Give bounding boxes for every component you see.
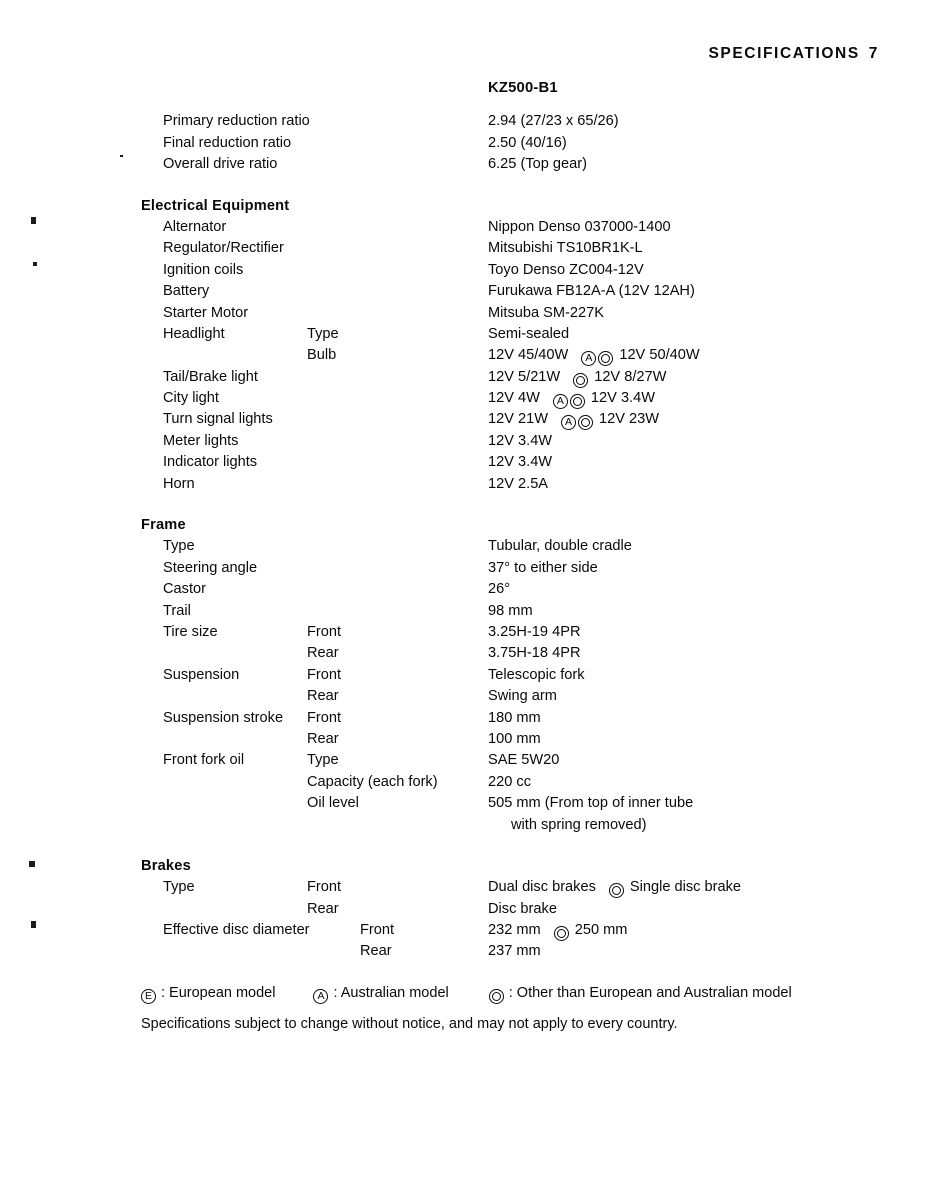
spec-value-cell: [511, 817, 646, 833]
spec-value-cell: [488, 433, 552, 449]
legend-item: [141, 985, 275, 1004]
section-heading: Frame: [141, 517, 186, 534]
other-model-icon: [489, 989, 504, 1004]
other-model-icon: [554, 926, 569, 941]
spec-value-cell: [488, 624, 580, 640]
spec-value-cell: [488, 240, 643, 256]
spec-label: Final reduction ratio: [163, 134, 292, 151]
spec-row: [0, 538, 941, 559]
spec-value-cell: [488, 454, 552, 470]
section-heading-row: [0, 517, 941, 538]
spec-value: 26°: [488, 581, 511, 598]
spec-row: [0, 710, 941, 731]
scan-speckle: [31, 217, 36, 224]
spec-value-cell: [488, 795, 693, 811]
spec-value-cell: [488, 667, 585, 683]
spec-value-cell: [488, 581, 510, 597]
spec-value-cell: [488, 943, 541, 959]
european-model-icon: E: [141, 989, 156, 1004]
section-heading-row: [0, 198, 941, 219]
spec-label: Overall drive ratio: [163, 156, 278, 173]
spec-label: Front fork oil: [163, 752, 245, 769]
model-heading: KZ500-B1: [488, 80, 558, 96]
spec-row: [0, 305, 941, 326]
spec-row: [0, 326, 941, 347]
spec-value: Mitsuba SM-227K: [488, 304, 604, 321]
spec-label: Steering angle: [163, 559, 258, 576]
spec-value-cell: [488, 305, 604, 321]
spec-label: Castor: [163, 581, 206, 598]
spec-row: [0, 752, 941, 773]
spec-row: [0, 454, 941, 475]
spec-value: Toyo Denso ZC004-12V: [488, 261, 644, 278]
spec-label: City light: [163, 390, 219, 407]
spec-value: 2.50 (40/16): [488, 134, 567, 151]
scan-speckle: [33, 262, 37, 266]
scan-speckle: [31, 921, 36, 928]
spec-value-cell: [488, 731, 541, 747]
spec-value-cell: [488, 710, 541, 726]
australian-model-icon: A: [553, 394, 568, 409]
spec-value-cell: [488, 901, 557, 917]
spec-label: Meter lights: [163, 432, 239, 449]
spec-label: Suspension: [163, 666, 240, 683]
spec-sublabel: Rear: [360, 943, 392, 960]
scan-speckle: [29, 861, 35, 867]
spec-label: Trail: [163, 602, 191, 619]
spec-value-cell: [488, 688, 557, 704]
spec-row: [0, 581, 941, 602]
spec-label: Indicator lights: [163, 454, 258, 471]
spec-label: Horn: [163, 475, 195, 492]
spec-row: [0, 560, 941, 581]
spec-value: Swing arm: [488, 688, 557, 705]
spec-row: [0, 240, 941, 261]
spec-sublabel: Oil level: [307, 795, 359, 812]
spec-value: 3.75H-18 4PR: [488, 645, 581, 662]
spec-row: [0, 688, 941, 709]
spec-value-cell: [488, 774, 531, 790]
spec-row: [0, 476, 941, 497]
spec-value-cell: [488, 560, 598, 576]
spec-row: [0, 603, 941, 624]
spec-sublabel: Bulb: [307, 347, 337, 364]
section-heading: Brakes: [141, 857, 191, 874]
spec-value-cell: [488, 347, 700, 366]
other-model-icon: [570, 394, 585, 409]
spec-row: [0, 156, 941, 177]
spec-value: 12V 3.4W: [488, 454, 553, 471]
spec-row: [0, 879, 941, 900]
spec-sublabel: Capacity (each fork): [307, 773, 438, 790]
spec-value: 12V 3.4W: [488, 432, 553, 449]
spec-row: [0, 135, 941, 156]
spec-value-cell: [488, 879, 741, 898]
spec-value: Furukawa FB12A-A (12V 12AH): [488, 283, 695, 300]
spec-value-cell: [488, 476, 548, 492]
page-header-title: SPECIFICATIONS: [708, 45, 860, 62]
spec-value-cell: [488, 156, 587, 172]
spec-value: 12V 21W: [488, 411, 549, 428]
spec-label: Headlight: [163, 325, 225, 342]
spec-value-cell: [488, 752, 559, 768]
spec-value: 6.25 (Top gear): [488, 156, 587, 173]
spec-row: [0, 347, 941, 368]
spec-sublabel: Front: [307, 709, 342, 726]
spec-value: 220 cc: [488, 773, 531, 790]
legend-label: : Australian model: [333, 985, 449, 1001]
spec-alt-value: 250 mm: [574, 922, 628, 939]
spec-row: [0, 113, 941, 134]
other-model-icon: [578, 415, 593, 430]
spec-value: Dual disc brakes: [488, 879, 596, 896]
spec-row: [0, 901, 941, 922]
spec-value-cell: [488, 326, 569, 342]
spec-row: [0, 817, 941, 838]
spec-alt-value: 12V 3.4W: [590, 390, 656, 407]
spec-label: Ignition coils: [163, 261, 244, 278]
spec-label: Regulator/Rectifier: [163, 240, 284, 257]
spec-value-cell: [488, 390, 655, 409]
spec-alt-value: 12V 50/40W: [619, 347, 700, 364]
spec-row: [0, 411, 941, 432]
australian-model-icon: A: [561, 415, 576, 430]
spec-value: 12V 4W: [488, 390, 540, 407]
other-model-icon: [609, 883, 624, 898]
model-heading-row: [0, 80, 941, 101]
spec-value-cell: [488, 219, 671, 235]
legend-label: : European model: [161, 985, 276, 1001]
spec-value-cell: [488, 369, 666, 388]
legend-label: : Other than European and Australian model: [508, 985, 792, 1001]
spec-value: 12V 5/21W: [488, 368, 561, 385]
spec-sublabel: Front: [307, 666, 342, 683]
spacer: [0, 838, 941, 858]
spec-value-cell: [488, 922, 627, 941]
spec-row: [0, 943, 941, 964]
spec-row: [0, 795, 941, 816]
spec-value: 37° to either side: [488, 559, 598, 576]
spec-label: Effective disc diameter: [163, 922, 310, 939]
spec-label: Suspension stroke: [163, 709, 284, 726]
spec-label: Type: [163, 538, 195, 555]
other-model-icon: [598, 351, 613, 366]
spec-row: [0, 774, 941, 795]
spec-label: Battery: [163, 283, 210, 300]
spacer: [0, 178, 941, 198]
spec-label: Tail/Brake light: [163, 368, 258, 385]
spec-value: with spring removed): [511, 816, 647, 833]
spec-sublabel: Front: [360, 922, 395, 939]
spacer: [0, 101, 941, 113]
spec-value: Nippon Denso 037000-1400: [488, 218, 671, 235]
spec-row: [0, 283, 941, 304]
spec-alt-value: 12V 23W: [599, 411, 660, 428]
spec-label: Type: [163, 879, 195, 896]
spec-row: [0, 219, 941, 240]
spec-label: Tire size: [163, 623, 218, 640]
spec-value-cell: [488, 538, 632, 554]
spec-row: [0, 433, 941, 454]
spec-sublabel: Front: [307, 623, 342, 640]
spec-value: 98 mm: [488, 602, 533, 619]
spec-label: Alternator: [163, 218, 227, 235]
specifications-table: [0, 80, 941, 965]
disclaimer-text: Specifications subject to change without notice, and may not apply to every country.: [141, 1016, 678, 1032]
spec-sublabel: Rear: [307, 900, 339, 917]
spec-value-cell: [488, 113, 619, 129]
spec-value: 12V 2.5A: [488, 475, 549, 492]
spec-value: Tubular, double cradle: [488, 538, 632, 555]
spec-value: 232 mm: [488, 922, 541, 939]
spec-value: SAE 5W20: [488, 752, 560, 769]
spec-value-cell: [488, 645, 580, 661]
spec-label: Starter Motor: [163, 304, 249, 321]
spec-value-cell: [488, 603, 533, 619]
page-number: 7: [868, 45, 879, 62]
spec-value-cell: [488, 411, 659, 430]
spec-value: 237 mm: [488, 943, 541, 960]
spec-label: Turn signal lights: [163, 411, 273, 428]
legend-item: [489, 985, 792, 1004]
spec-value-cell: [488, 283, 695, 299]
spec-value: Disc brake: [488, 900, 557, 917]
spec-row: [0, 922, 941, 943]
spec-value: Telescopic fork: [488, 666, 585, 683]
spec-sublabel: Rear: [307, 730, 339, 747]
spec-alt-value: 12V 8/27W: [594, 368, 667, 385]
spec-row: [0, 667, 941, 688]
spec-alt-value: Single disc brake: [629, 879, 742, 896]
spec-value: 3.25H-19 4PR: [488, 623, 581, 640]
spec-sublabel: Rear: [307, 688, 339, 705]
other-model-icon: [573, 373, 588, 388]
section-heading-row: [0, 858, 941, 879]
spec-sublabel: Type: [307, 752, 339, 769]
spec-row: [0, 645, 941, 666]
spec-value: Semi-sealed: [488, 325, 570, 342]
scan-speckle: [120, 155, 123, 157]
australian-model-icon: A: [581, 351, 596, 366]
spec-row: [0, 731, 941, 752]
section-heading: Electrical Equipment: [141, 197, 290, 214]
spec-row: [0, 624, 941, 645]
legend-item: [313, 985, 448, 1004]
spacer: [0, 497, 941, 517]
footer: [141, 985, 901, 1032]
spec-value: 100 mm: [488, 730, 541, 747]
spec-row: [0, 369, 941, 390]
spec-value-cell: [488, 135, 567, 151]
spec-sublabel: Type: [307, 325, 339, 342]
spec-sublabel: Rear: [307, 645, 339, 662]
spec-value: 12V 45/40W: [488, 347, 569, 364]
spec-sublabel: Front: [307, 879, 342, 896]
spec-row: [0, 390, 941, 411]
spec-value: 180 mm: [488, 709, 541, 726]
spec-value-cell: [488, 262, 644, 278]
spec-row: [0, 262, 941, 283]
australian-model-icon: A: [313, 989, 328, 1004]
spec-value: Mitsubishi TS10BR1K-L: [488, 240, 643, 257]
spec-value: 2.94 (27/23 x 65/26): [488, 113, 619, 130]
spec-value: 505 mm (From top of inner tube: [488, 795, 694, 812]
page-header: [708, 45, 879, 63]
spec-label: Primary reduction ratio: [163, 113, 310, 130]
model-legend: [141, 985, 901, 1004]
